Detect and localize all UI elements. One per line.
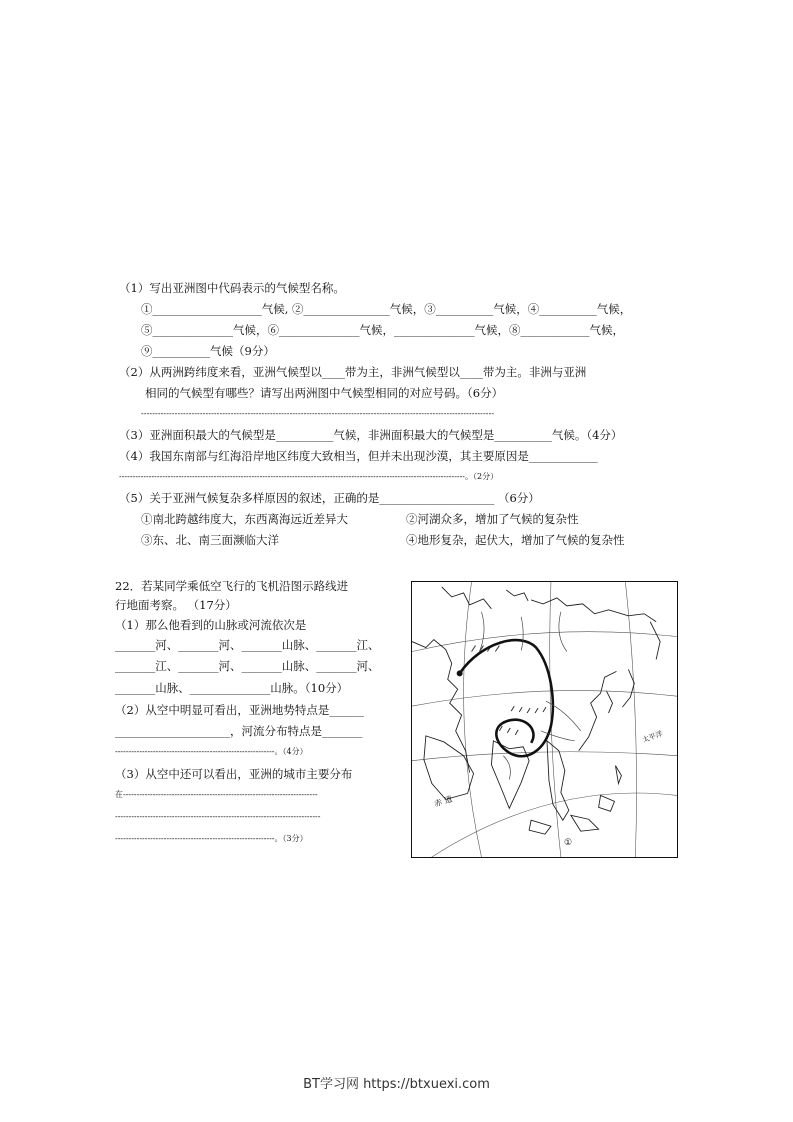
q21-sub2-line2: 相同的气候型有哪些？请写出两洲图中气候型相同的对应号码。（6分） [145,386,504,400]
q22-line4: _______河、_______河、_______山脉、_______江、 [115,638,380,652]
q21-sub5-title: （5）关于亚洲气候复杂多样原因的叙述，正确的是____________________ （6分） [119,491,540,505]
map-graticule [412,582,677,857]
route-start-marker [457,670,463,676]
asia-map-drawing [412,582,677,857]
map-label-ocean: 太平洋 [641,729,664,745]
q22-line2: 行地面考察。 （17分） [115,598,237,612]
q22-line13: -----------------------------------------------------------。（3分） [115,834,308,843]
q21-sub3: （3）亚洲面积最大的气候型是__________气候，非洲面积最大的气候型是__________气候。（4分） [119,428,623,442]
q22-line6: _______山脉、______________山脉。（10分） [115,681,349,695]
q21-sub5-opt2: ②河湖众多，增加了气候的复杂性 [406,512,579,526]
q21-sub2-answer-line: ------------------------------------------------------------------------------------------------------------------------------ [141,409,495,418]
q21-sub5-opt1: ①南北跨越纬度大，东西离海远近差异大 [141,512,348,526]
flight-route-path [460,640,553,756]
q22-line11: 在------------------------------------------------------------------------ [115,790,318,799]
q21-sub2-line1: （2）从两洲跨纬度来看，亚洲气候型以____带为主，非洲气候型以____带为主。非洲与亚洲 [119,365,587,379]
map-label-equator: 赤 道 [433,794,454,809]
q21-sub1-row3: ⑨__________气候（9分） [141,344,275,358]
q21-sub1-row2: ⑤______________气候，⑥______________气候，______________气候，⑧____________气候， [141,323,624,337]
q21-sub1-title: （1）写出亚洲图中代码表示的气候型名称。 [119,281,345,295]
map-label-start: ① [564,838,573,848]
asia-route-map [411,581,678,858]
q21-sub1-row1: ①___________________气候, ②_______________气候，③__________气候，④__________气候， [141,302,632,316]
q22-line3: （1）那么他看到的山脉或河流依次是 [115,618,307,632]
q22-line12: ---------------------------------------------------------------------------- [115,812,321,821]
q22-line7: （2）从空中明显可看出，亚洲地势特点是______ [115,703,364,717]
q21-sub5-opt4: ④地形复杂，起伏大，增加了气候的复杂性 [406,533,625,547]
q22-line8: ____________________，河流分布特点是_______ [115,724,363,738]
q21-sub4-line1: （4）我国东南部与红海沿岸地区纬度大致相当，但并未出现沙漠，其主要原因是____________ [119,449,598,463]
q22-line5: _______江、_______河、_______山脉、_______河、 [115,659,380,673]
q22-line9: -----------------------------------------------------------。（4分） [115,747,308,756]
q21-sub4-line2: --------------------------------------------------------------------------------------------------------------------------------。（2分） [119,472,499,481]
q22-line10: （3）从空中还可以看出，亚洲的城市主要分布 [115,767,353,781]
footer-watermark: BT学习网 https://btxuexi.com [303,1077,490,1092]
q22-line1: 22．若某同学乘低空飞行的飞机沿图示路线进 [115,579,349,593]
q21-sub5-opt3: ③东、北、南三面濒临大洋 [141,533,279,547]
